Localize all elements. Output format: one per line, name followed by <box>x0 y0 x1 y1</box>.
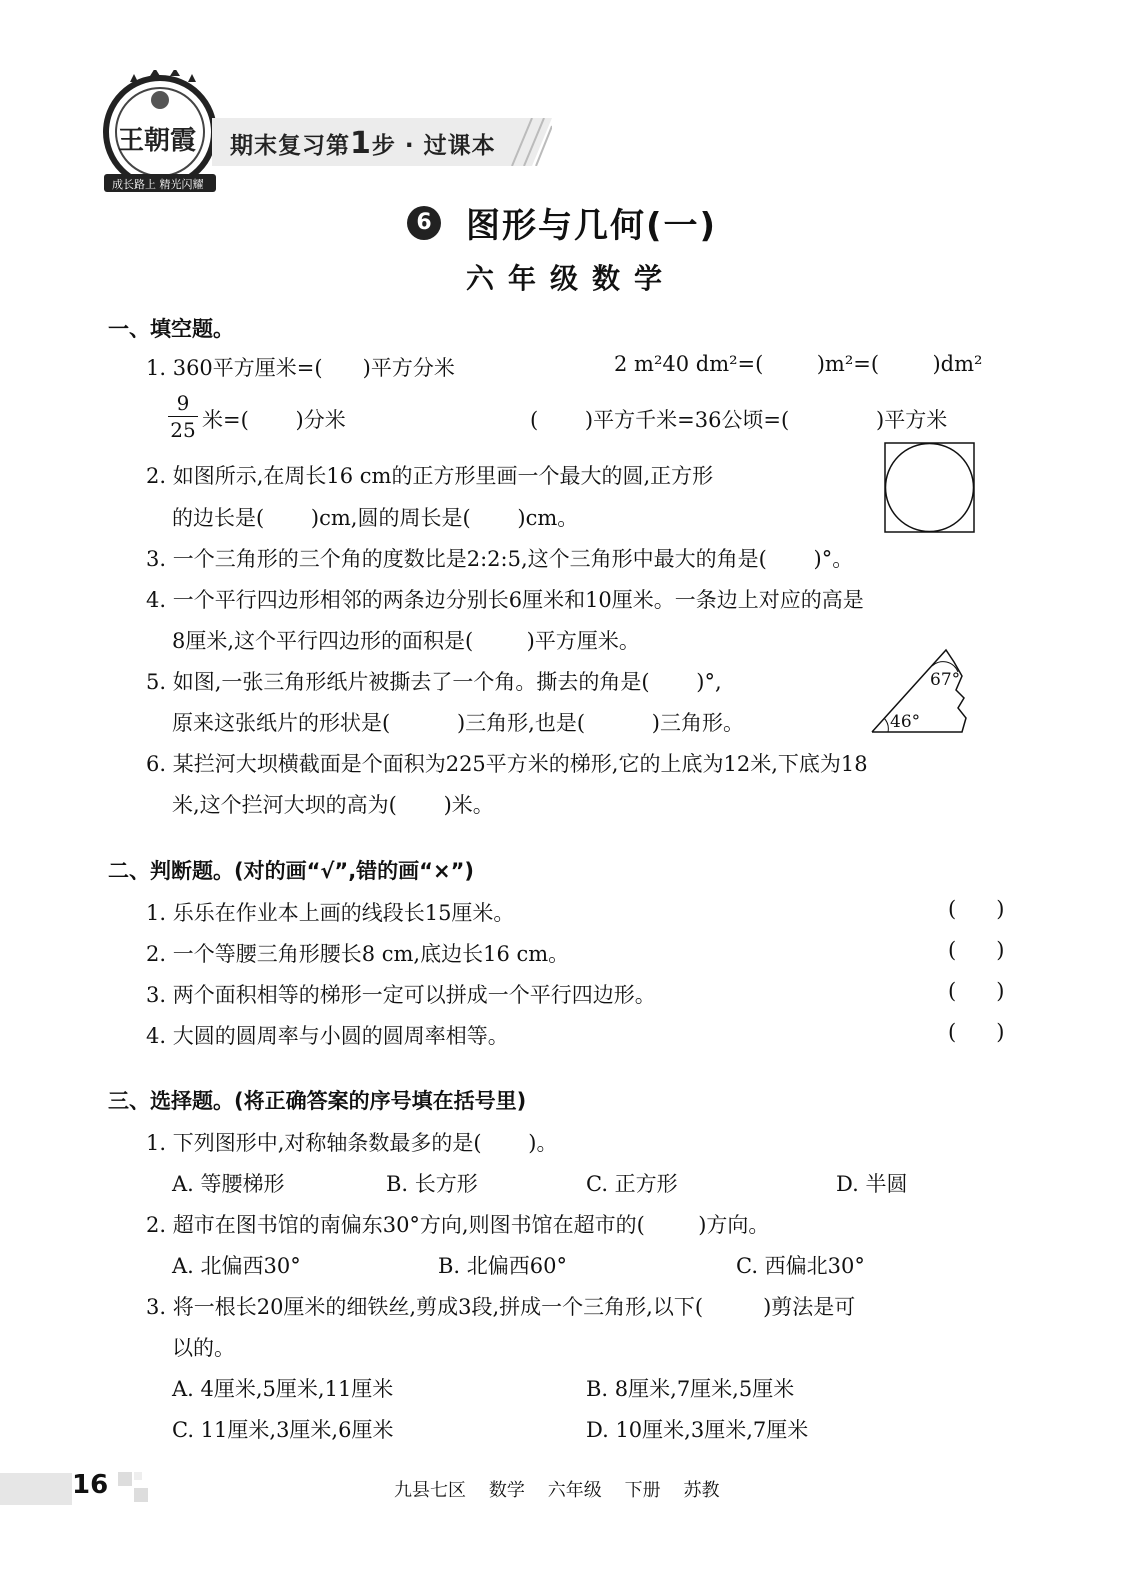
choice-q3-line2: 以的。 <box>172 1336 235 1360</box>
choice-q1: 1. 下列图形中,对称轴条数最多的是( )。 <box>146 1131 558 1155</box>
section1-heading: 一、填空题。 <box>108 317 234 341</box>
torn-triangle-figure <box>866 646 982 736</box>
angle-label-67: 67° <box>930 670 961 690</box>
choice-q1-option-d: D. 半圆 <box>836 1172 908 1196</box>
choice-q2: 2. 超市在图书馆的南偏东30°方向,则图书馆在超市的( )方向。 <box>146 1213 770 1237</box>
step-number: 1 <box>350 126 372 161</box>
section3-heading: 三、选择题。(将正确答案的序号填在括号里) <box>108 1089 527 1113</box>
step-suffix: 步 · 过课本 <box>371 133 496 159</box>
judge-answer-4[interactable]: ( ) <box>948 1020 1005 1044</box>
choice-q3-option-d: D. 10厘米,3厘米,7厘米 <box>586 1418 809 1442</box>
step-prefix: 期末复习第 <box>230 133 350 159</box>
choice-q2-option-a: A. 北偏西30° <box>172 1254 301 1278</box>
choice-q2-option-c: C. 西偏北30° <box>736 1254 865 1278</box>
q2-line1: 2. 如图所示,在周长16 cm的正方形里画一个最大的圆,正方形 <box>146 464 714 488</box>
fraction-denominator: 25 <box>170 418 196 442</box>
choice-q3-option-c: C. 11厘米,3厘米,6厘米 <box>172 1418 394 1442</box>
q1-part-c: 米=( )分米 <box>202 408 346 432</box>
q5-line2: 原来这张纸片的形状是( )三角形,也是( )三角形。 <box>172 711 744 735</box>
subtitle: 六年级数学 <box>466 262 677 295</box>
q2-line2: 的边长是( )cm,圆的周长是( )cm。 <box>172 506 579 530</box>
angle-label-46: 46° <box>890 712 921 732</box>
choice-q3-option-b: B. 8厘米,7厘米,5厘米 <box>586 1377 795 1401</box>
choice-q1-option-c: C. 正方形 <box>586 1172 678 1196</box>
q5-line1: 5. 如图,一张三角形纸片被撕去了一个角。撕去的角是( )°, <box>146 670 722 694</box>
square-circle-figure <box>884 442 976 534</box>
choice-q1-option-a: A. 等腰梯形 <box>172 1172 285 1196</box>
choice-q1-option-b: B. 长方形 <box>386 1172 478 1196</box>
step-label <box>230 126 496 161</box>
choice-q2-option-b: B. 北偏西60° <box>438 1254 568 1278</box>
unit-title: 图形与几何(一) <box>466 206 718 246</box>
judge-answer-1[interactable]: ( ) <box>948 897 1005 921</box>
judge-item-2: 2. 一个等腰三角形腰长8 cm,底边长16 cm。 <box>146 942 570 966</box>
fraction-numerator: 9 <box>168 390 198 417</box>
footer-info: 九县七区 数学 六年级 下册 苏教 <box>394 1480 720 1501</box>
q1-part-a: 1. 360平方厘米=( )平方分米 <box>146 356 455 380</box>
q1-part-d: ( )平方千米=36公顷=( )平方米 <box>530 408 948 432</box>
badge-motto: 成长路上 精光闪耀 <box>112 178 204 191</box>
q6-line1: 6. 某拦河大坝横截面是个面积为225平方米的梯形,它的上底为12米,下底为18 <box>146 752 868 776</box>
choice-q3-option-a: A. 4厘米,5厘米,11厘米 <box>172 1377 394 1401</box>
judge-answer-2[interactable]: ( ) <box>948 938 1005 962</box>
badge-name: 王朝霞 <box>118 126 197 156</box>
page-number-tab <box>0 1473 72 1505</box>
q1-fraction <box>168 390 198 443</box>
judge-item-1: 1. 乐乐在作业本上画的线段长15厘米。 <box>146 901 515 925</box>
q1-part-b: 2 m²40 dm²=( )m²=( )dm² <box>614 352 983 376</box>
decorative-squares-icon <box>118 1472 150 1504</box>
section2-heading: 二、判断题。(对的画“√”,错的画“×”) <box>108 859 474 883</box>
q4-line1: 4. 一个平行四边形相邻的两条边分别长6厘米和10厘米。一条边上对应的高是 <box>146 588 864 612</box>
q3: 3. 一个三角形的三个角的度数比是2:2:5,这个三角形中最大的角是( )°。 <box>146 547 854 571</box>
choice-q3-line1: 3. 将一根长20厘米的细铁丝,剪成3段,拼成一个三角形,以下( )剪法是可 <box>146 1295 856 1319</box>
q4-line2: 8厘米,这个平行四边形的面积是( )平方厘米。 <box>172 629 640 653</box>
page-number: 16 <box>72 1470 109 1500</box>
judge-answer-3[interactable]: ( ) <box>948 979 1005 1003</box>
q6-line2: 米,这个拦河大坝的高为( )米。 <box>172 793 494 817</box>
judge-item-4: 4. 大圆的圆周率与小圆的圆周率相等。 <box>146 1024 509 1048</box>
unit-number-badge: 6 <box>407 206 441 240</box>
judge-item-3: 3. 两个面积相等的梯形一定可以拼成一个平行四边形。 <box>146 983 656 1007</box>
